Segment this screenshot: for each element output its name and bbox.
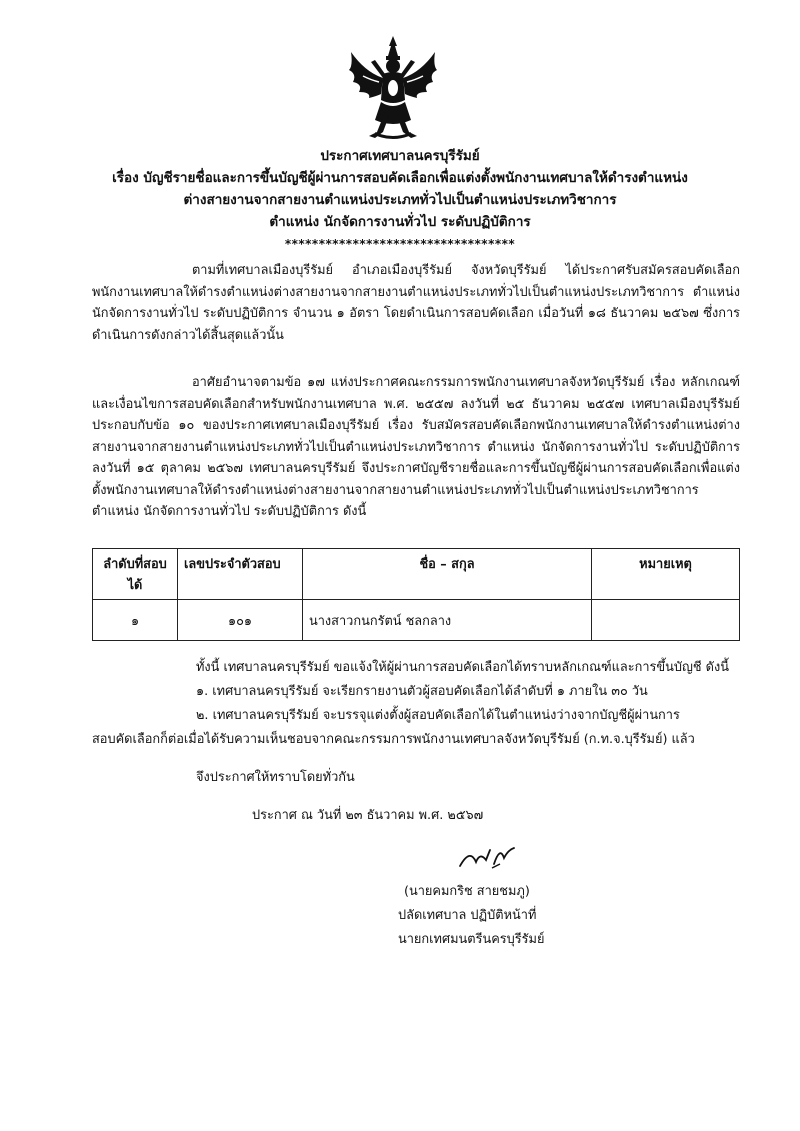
signer-position-1: ปลัดเทศบาล ปฏิบัติหน้าที่	[398, 908, 537, 923]
remark-cell	[592, 600, 740, 641]
col-rank-header: ลำดับที่สอบได้	[93, 549, 178, 600]
col-name-header: ชื่อ – สกุล	[303, 549, 592, 600]
table-row	[93, 600, 740, 641]
exam-id-cell: ๑๐๑	[178, 600, 303, 641]
announce-date: ประกาศ ณ วันที่ ๒๓ ธันวาคม พ.ศ. ๒๕๖๗	[252, 808, 484, 823]
col-exam-id-header: เลขประจำตัวสอบ	[178, 549, 303, 600]
rank-cell: ๑	[93, 600, 178, 641]
handwritten-signature	[456, 842, 520, 872]
results-table	[92, 548, 740, 641]
paragraph-intro: ตามที่เทศบาลเมืองบุรีรัมย์ อำเภอเมืองบุรีรัมย์ จังหวัดบุรีรัมย์ ได้ประกาศรับสมัครสอบคัดเลือกพนักงานเทศบาลให้ดำรงตำแหน่งต่างสายงานจากสายงานตำแหน่งประเภททั่วไปเป็นตำแหน่งประเภทวิชาการ ตำแหน่ง นักจัดการงานทั่วไป ระดับปฏิบัติการ จำนวน ๑ อัตรา โดยดำเนินการสอบคัดเลือก เมื่อวันที่ ๑๘ ธันวาคม ๒๕๖๗ ซึ่งการดำเนินการดังกล่าวได้สิ้นสุดแล้วนั้น	[92, 263, 740, 343]
condition-item-2-cont: สอบคัดเลือกก็ต่อเมื่อได้รับความเห็นชอบจากคณะกรรมการพนักงานเทศบาลจังหวัดบุรีรัมย์ (ก.ท.จ.บุรีรัมย์) แล้ว	[92, 732, 695, 747]
signer-name: (นายคมกริช สายชมภู)	[404, 884, 530, 899]
subject-line-3: ตำแหน่ง นักจัดการงานทั่วไป ระดับปฏิบัติการ	[269, 214, 531, 230]
table-header-row	[93, 549, 740, 600]
name-cell: นางสาวกนกรัตน์ ชลกลาง	[303, 600, 592, 641]
org-title: ประกาศเทศบาลนครบุรีรัมย์	[320, 148, 480, 164]
paragraph-authority: อาศัยอำนาจตามข้อ ๑๗ แห่งประกาศคณะกรรมการพนักงานเทศบาลจังหวัดบุรีรัมย์ เรื่อง หลักเกณฑ์และเงื่อนไขการสอบคัดเลือกสำหรับพนักงานเทศบาล พ.ศ. ๒๕๕๗ ลงวันที่ ๒๕ ธันวาคม ๒๕๕๗ เทศบาลเมืองบุรีรัมย์ ประกอบกับข้อ ๑๐ ของประกาศเทศบาลเมืองบุรีรัมย์ เรื่อง รับสมัครสอบคัดเลือกพนักงานเทศบาลให้ดำรงตำแหน่งต่างสายงานจากสายงานตำแหน่งประเภททั่วไปเป็นตำแหน่งประเภทวิชาการ ตำแหน่ง นักจัดการงานทั่วไป ระดับปฏิบัติการ ลงวันที่ ๑๕ ตุลาคม ๒๕๖๗ เทศบาลนครบุรีรัมย์ จึงประกาศบัญชีรายชื่อและการขึ้นบัญชีผู้ผ่านการสอบคัดเลือกเพื่อแต่งตั้งพนักงานเทศบาลให้ดำรงตำแหน่งต่างสายงานจากสายงานตำแหน่งประเภททั่วไปเป็นตำแหน่งประเภทวิชาการ ตำแหน่ง นักจัดการงานทั่วไป ระดับปฏิบัติการ ดังนี้	[92, 375, 740, 519]
garuda-emblem-icon	[345, 32, 441, 142]
condition-item-1: ๑. เทศบาลนครบุรีรัมย์ จะเรียกรายงานตัวผู้สอบคัดเลือกได้ลำดับที่ ๑ ภายใน ๓๐ วัน	[196, 684, 648, 699]
announce-text: จึงประกาศให้ทราบโดยทั่วกัน	[196, 770, 355, 785]
paragraph-conditions: ทั้งนี้ เทศบาลนครบุรีรัมย์ ขอแจ้งให้ผู้ผ่านการสอบคัดเลือกได้ทราบหลักเกณฑ์และการขึ้นบัญชี ดังนี้	[196, 660, 729, 675]
subject-line-1: เรื่อง บัญชีรายชื่อและการขึ้นบัญชีผู้ผ่านการสอบคัดเลือกเพื่อแต่งตั้งพนักงานเทศบาลให้ดำรงตำแหน่ง	[112, 170, 688, 186]
divider-stars: **********************************	[284, 237, 516, 251]
signer-position-2: นายกเทศมนตรีนครบุรีรัมย์	[398, 932, 545, 947]
subject-line-2: ต่างสายงานจากสายงานตำแหน่งประเภททั่วไปเป็นตำแหน่งประเภทวิชาการ	[183, 192, 617, 208]
condition-item-2: ๒. เทศบาลนครบุรีรัมย์ จะบรรจุแต่งตั้งผู้สอบคัดเลือกได้ในตำแหน่งว่างจากบัญชีผู้ผ่านการ	[196, 708, 680, 723]
col-remark-header: หมายเหตุ	[592, 549, 740, 600]
